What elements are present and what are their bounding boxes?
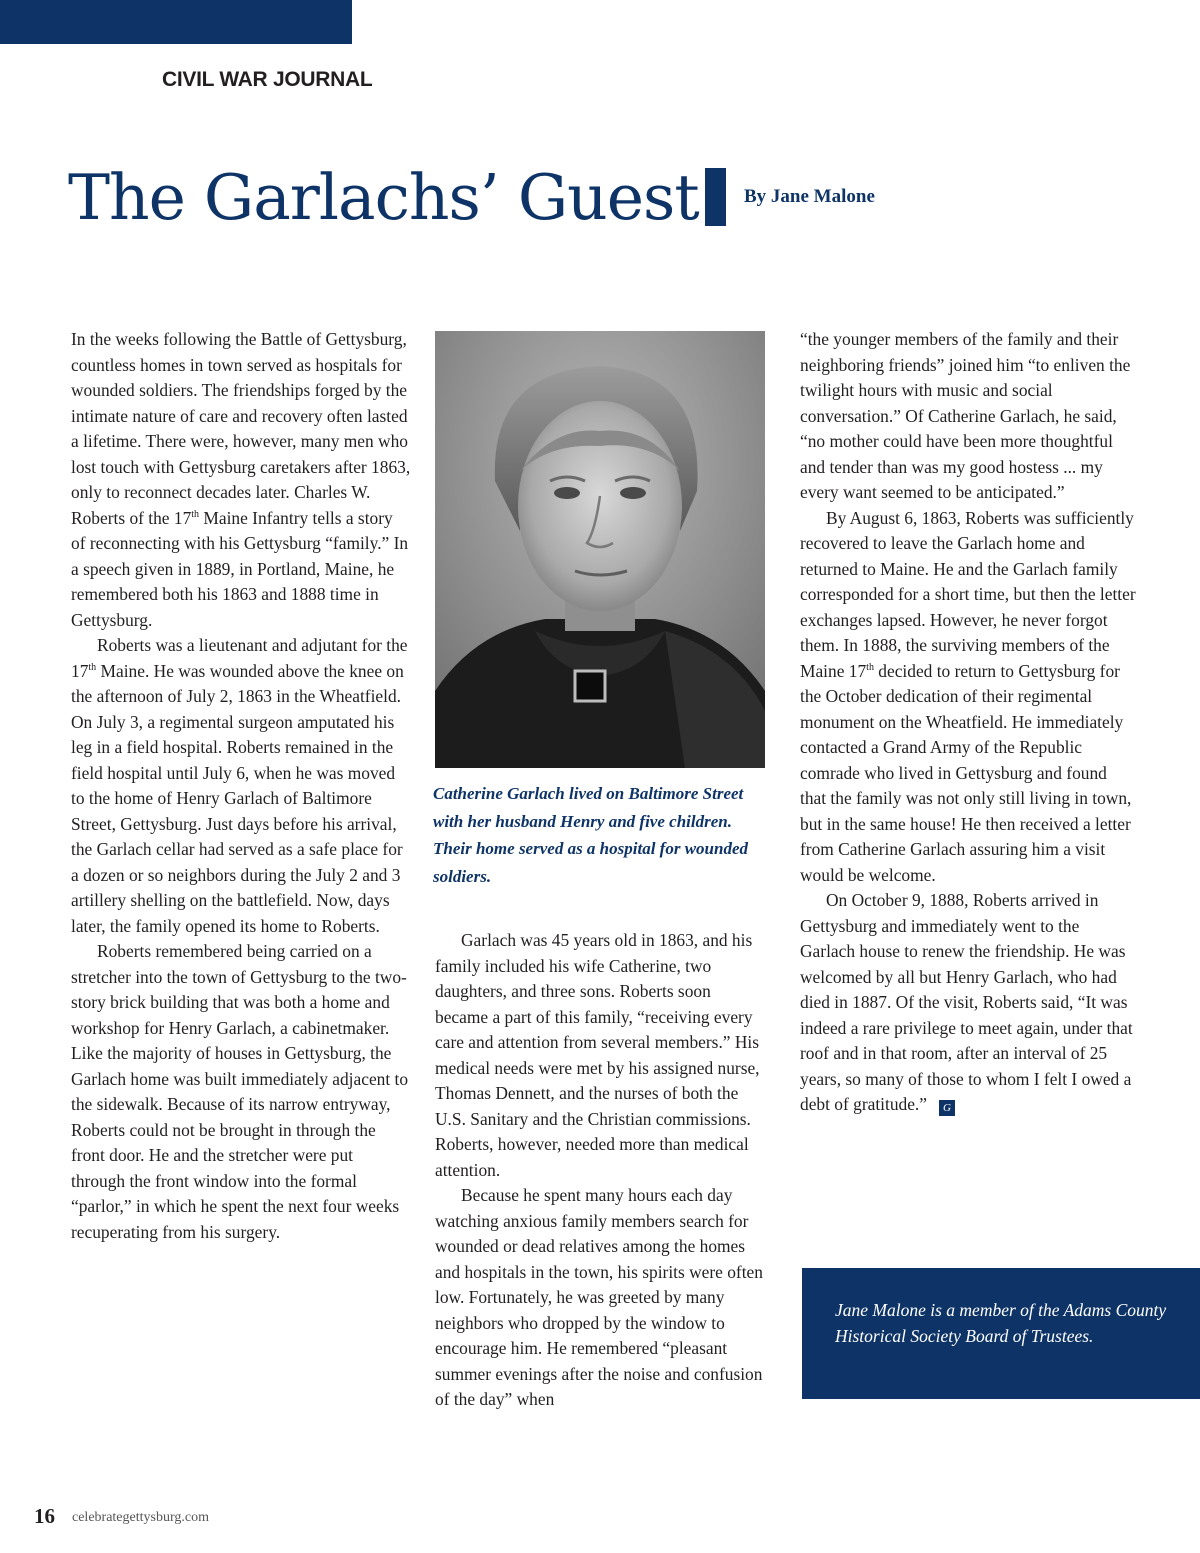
paragraph: On October 9, 1888, Roberts arrived in Gettysburg and immediately went to the Garlach house to renew the friendship. He was welcomed by all but Henry Garlach, who had died in 1887. Of the visit, Roberts said, “It was indeed a rare privilege to meet again, under that roof and in that room, after an interval of 25 years, so many of those to whom I felt I owed a debt of gratitude.” G bbox=[800, 890, 1133, 1114]
paragraph: Because he spent many hours each day watching anxious family members search for wounded or dead relatives among the homes and hospitals in the town, his spirits were often low. Fortunately, he was greeted by many neighbors who dropped by the window to encourage him. He remembered “pleasant summer evenings after the noise and confusion of the day” when bbox=[435, 1185, 763, 1409]
author-bio-box bbox=[802, 1268, 1200, 1399]
article-column-3 bbox=[800, 327, 1136, 1118]
photo-caption: Catherine Garlach lived on Baltimore Street with her husband Henry and five children. Their home served as a hospital for wounded soldiers. bbox=[433, 784, 748, 886]
article-title: The Garlachs’ Guest bbox=[68, 161, 699, 234]
paragraph: Roberts remembered being carried on a stretcher into the town of Gettysburg to the two-story brick building that was both a home and workshop for Henry Garlach, a cabinetmaker. Like the majority of houses in Gettysburg, the Garlach home was built immediately adjacent to the sidewalk. Because of its narrow entryway, Roberts could not be brought in through the front door. He and the stretcher were put through the front window into the formal “parlor,” in which he spent the next four weeks recuperating from his surgery. bbox=[71, 941, 409, 1242]
paragraph: “the younger members of the family and their neighboring friends” joined him “to enliven the twilight hours with music and social conversation.” Of Catherine Garlach, he said, “no mother could have been more thoughtful and tender than was my good hostess ... my every want seemed to be anticipated.” bbox=[800, 329, 1131, 502]
section-label: CIVIL WAR JOURNAL bbox=[162, 68, 373, 91]
paragraph: In the weeks following the Battle of Gettysburg, countless homes in town served as hospitals for wounded soldiers. The friendships forged by the intimate nature of care and recovery often lasted a lifetime. There were, however, many men who lost touch with Gettysburg caretakers after 1863, only to reconnect decades later. Charles W. Roberts of the 17th Maine Infantry tells a story of reconnecting with his Gettysburg “family.” In a speech given in 1889, in Portland, Maine, he remembered both his 1863 and 1888 time in Gettysburg. bbox=[71, 329, 411, 630]
website-footer: celebrategettysburg.com bbox=[72, 1510, 209, 1525]
paragraph: By August 6, 1863, Roberts was sufficiently recovered to leave the Garlach home and returned to Maine. He and the Garlach family corresponded for a short time, but then the letter exchanges lapsed. However, he never forgot them. In 1888, the surviving members of the Maine 17th decided to return to Gettysburg for the October dedication of their regimental monument on the Wheatfield. He immediately contacted a Grand Army of the Republic comrade who lived in Gettysburg and found that the family was not only still living in town, but in the same house! He then received a letter from Catherine Garlach assuring him a visit would be welcome. bbox=[800, 507, 1136, 885]
page-number: 16 bbox=[34, 1504, 55, 1528]
byline: By Jane Malone bbox=[744, 186, 875, 207]
paragraph: Garlach was 45 years old in 1863, and his family included his wife Catherine, two daughters, and three sons. Roberts soon became a part of this family, “receiving every care and attention from several members.” His medical needs were met by his assigned nurse, Thomas Dennett, and the nurses of both the U.S. Sanitary and the Christian commissions. Roberts, however, needed more than medical attention. bbox=[435, 930, 760, 1180]
top-accent-bar bbox=[0, 0, 352, 44]
article-column-1 bbox=[71, 327, 411, 1245]
paragraph: Roberts was a lieutenant and adjutant for the 17th Maine. He was wounded above the knee on the afternoon of July 2, 1863 in the Wheatfield. On July 3, a regimental surgeon amputated his leg in a field hospital. Roberts remained in the field hospital until July 6, when he was moved to the home of Henry Garlach of Baltimore Street, Gettysburg. Just days before his arrival, the Garlach cellar had served as a safe place for a dozen or so neighbors during the July 2 and 3 artillery shelling on the battlefield. Now, days later, the family opened its home to Roberts. bbox=[71, 635, 408, 936]
article-column-2 bbox=[435, 928, 763, 1413]
title-divider-bar bbox=[705, 168, 726, 226]
author-bio-text: Jane Malone is a member of the Adams County Historical Society Board of Trustees. bbox=[835, 1300, 1167, 1346]
end-of-article-icon: G bbox=[939, 1100, 955, 1116]
portrait-photo bbox=[435, 331, 765, 768]
